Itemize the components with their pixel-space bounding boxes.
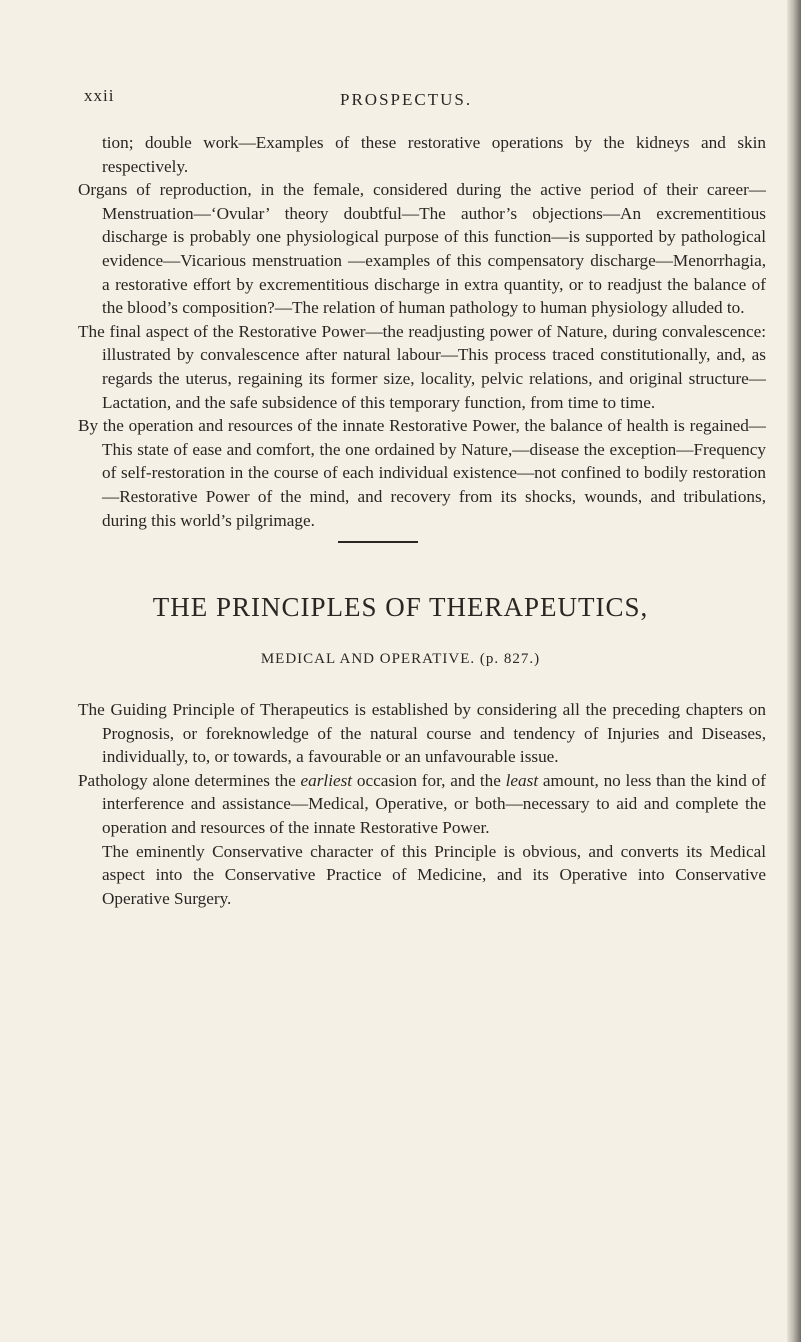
emphasis-least: least xyxy=(505,770,539,790)
paragraph: The eminently Conservative character of this Principle is obvious, and converts its Medical aspect into the Conservative Practice of Medicine, and its Operative into Conservative Operative Surgery. xyxy=(102,841,766,908)
paragraph: The final aspect of the Restorative Power—the readjusting power of Nature, during convalescence: illustrated by convalescence after natural labour—This process traced constitutionally, and, as regards the uterus, regaining its former size, locality, pelvic relations, and original structure—Lactation, and the safe subsidence of this temporary function, from time to time. xyxy=(78,321,766,412)
paragraph: By the operation and resources of the innate Restorative Power, the balance of health is regained—This state of ease and comfort, the one ordained by Nature,—disease the exception—Frequency of self-restoration in the course of each individual existence—not confined to bodily restoration—Restorative Power of the mind, and recovery from its shocks, wounds, and tribulations, during this world’s pilgrimage. xyxy=(78,416,766,530)
page-edge-shadow xyxy=(787,0,801,1342)
section-1-text xyxy=(78,131,766,532)
text-run: occasion for, and the xyxy=(352,770,506,790)
section-divider xyxy=(338,541,418,543)
running-head xyxy=(84,86,664,110)
text-run: Pathology alone determines the xyxy=(78,770,301,790)
emphasis-earliest: earliest xyxy=(300,770,353,790)
paragraph xyxy=(78,769,766,840)
running-title: PROSPECTUS. xyxy=(340,90,473,109)
paragraph: Organs of reproduction, in the female, considered during the active period of their career—Menstruation—‘Ovular’ theory doubtful—The author’s objections—An excrementitious discharge is probably one physiological purpose of this function—is supported by pathological evidence—Vicarious menstruation —examples of this compensatory discharge—Menorrhagia, a restorative effort by excrementitious discharge in extra quantity, or to readjust the balance of the blood’s composition?—The relation of human pathology to human physiology alluded to. xyxy=(78,180,766,318)
section-subtitle: MEDICAL AND OPERATIVE. (p. 827.) xyxy=(260,651,541,667)
page-number: xxii xyxy=(84,86,115,105)
text-run: amount, no less than the kind of interference and assistance—Medical, Operative, or both—necessary to aid and complete the operation and resources of the innate Restorative Power. xyxy=(102,770,766,837)
paragraph: tion; double work—Examples of these restorative operations by the kidneys and skin respectively. xyxy=(102,133,766,176)
section-2-text xyxy=(78,698,766,910)
section-title: THE PRINCIPLES OF THERAPEUTICS, xyxy=(152,592,649,622)
paragraph: The Guiding Principle of Therapeutics is established by considering all the preceding chapters on Prognosis, or foreknowledge of the natural course and tendency of Injuries and Diseases, individually, to, or towards, a favourable or an unfavourable issue. xyxy=(78,700,766,767)
